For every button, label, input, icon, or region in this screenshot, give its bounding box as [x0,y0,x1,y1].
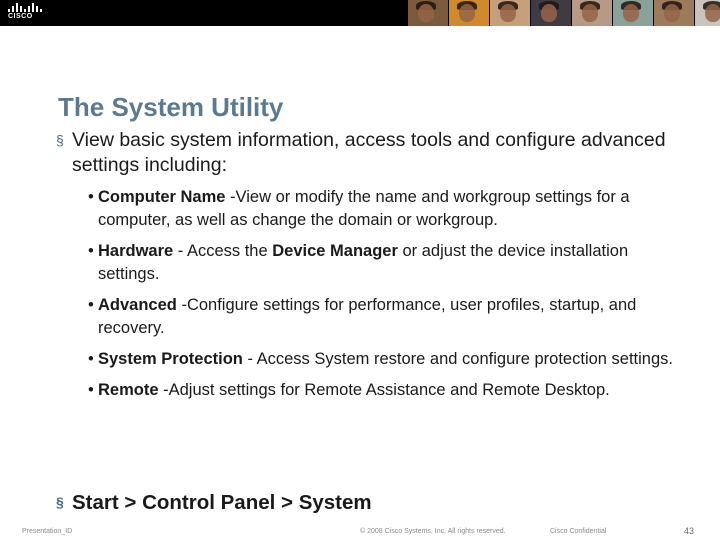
header-photo [531,0,571,26]
bullet-dot-icon: • [88,381,94,399]
intro-bullet [52,128,692,178]
header-photo [490,0,530,26]
sub-bullet-list [88,186,692,402]
cisco-logo-text: CISCO [8,13,33,20]
list-item [88,348,692,371]
closing-bullet [52,490,372,523]
footer-copyright: © 2008 Cisco Systems, Inc. All rights reserved. [360,528,506,535]
item-term: Hardware [98,242,174,260]
bullet-dot-icon: • [88,188,94,206]
item-text: -Configure settings for performance, user profiles, startup, and recovery. [98,296,637,337]
item-text: - Access System restore and configure protection settings. [242,350,673,368]
header-photo [408,0,448,26]
item-term: Remote [98,381,159,399]
header-photo [572,0,612,26]
item-term: Device Manager [272,242,398,260]
bullet-dot-icon: • [88,350,94,368]
item-term: Advanced [98,296,177,314]
square-bullet-icon: § [56,494,64,510]
header-bar [0,0,720,26]
header-photo [613,0,653,26]
cisco-logo [8,3,44,23]
item-term: System Protection [98,350,243,368]
header-photo [449,0,489,26]
list-item [88,186,692,232]
header-photo-strip [408,0,720,26]
square-bullet-icon: § [56,132,64,148]
item-text: -View or modify the name and workgroup settings for a computer, as well as change the domain or workgroup. [98,188,630,229]
slide-title: The System Utility [58,92,284,122]
bullet-dot-icon: • [88,296,94,314]
list-item [88,294,692,340]
item-text: - Access the [173,242,273,260]
item-text: -Adjust settings for Remote Assistance and Remote Desktop. [158,381,610,399]
page-number: 43 [683,526,694,536]
header-photo [654,0,694,26]
header-photo [695,0,720,26]
cisco-bridge-icon [8,3,44,12]
footer-confidential: Cisco Confidential [550,528,607,535]
bullet-dot-icon: • [88,242,94,260]
intro-text: View basic system information, access tools and configure advanced settings including: [72,129,666,176]
footer-presentation-id: Presentation_ID [22,528,73,535]
item-term: Computer Name [98,188,226,206]
closing-text: Start > Control Panel > System [72,491,372,514]
list-item [88,240,692,286]
list-item [88,379,692,402]
slide-body [52,128,692,410]
item-text: or adjust the device installation settings. [98,242,629,283]
